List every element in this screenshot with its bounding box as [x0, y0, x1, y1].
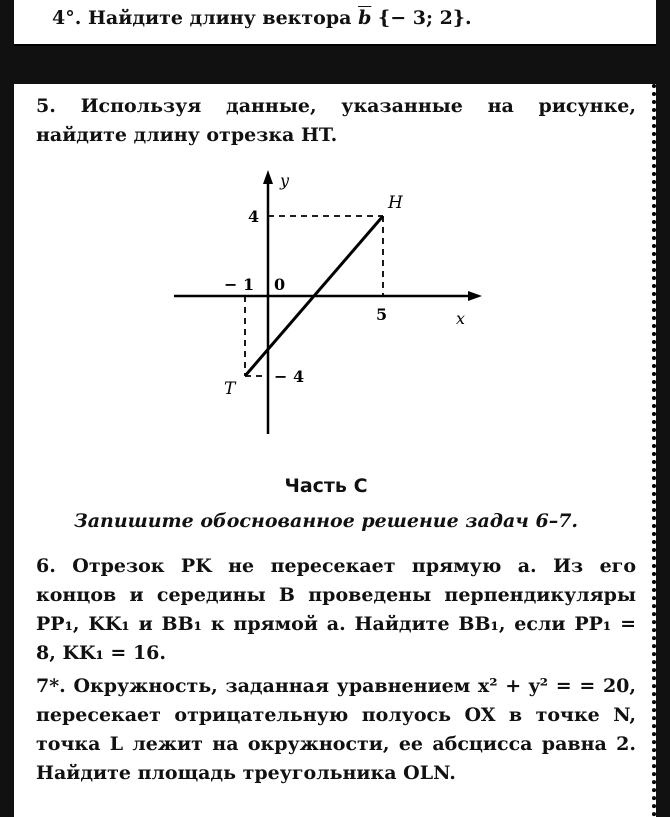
problem-4-coords: {− 3; 2}.: [371, 7, 472, 29]
tick-x-minus-1: − 1: [224, 275, 255, 294]
dotted-cut-line: [652, 84, 656, 817]
problem-7: [36, 672, 636, 788]
y-axis-arrow: [263, 170, 273, 184]
problem-6: [36, 552, 636, 668]
vector-b: $\overline{b}$: [358, 7, 372, 29]
problem-4-number: 4°.: [52, 7, 82, 29]
problem-6-text: Отрезок PK не пересекает прямую a. Из его концов и середины B проведены перпендикуляры PP₁, KK₁ и BB₁ к прямой a. Найдите BB₁, если PP₁ = 8, KK₁ = 16.: [36, 555, 636, 664]
tick-y-minus-4: − 4: [274, 367, 305, 386]
point-h-label: H: [388, 193, 403, 213]
x-axis-label: x: [456, 309, 466, 328]
textbook-page: [14, 84, 656, 817]
problem-5: [36, 92, 636, 150]
x-axis-arrow: [468, 291, 482, 301]
point-t-label: T: [224, 379, 236, 399]
tick-y-4: 4: [248, 207, 260, 226]
origin-label: 0: [274, 275, 286, 294]
problem-6-number: 6.: [36, 555, 56, 577]
tick-x-5: 5: [376, 305, 388, 324]
part-c-title: Часть С: [284, 475, 368, 497]
problem-5-text: Используя данные, указанные на рисунке, найдите длину отрезка HT.: [36, 95, 636, 146]
y-axis-label: y: [280, 171, 290, 190]
problem-7-number: 7*.: [36, 675, 66, 697]
problem-7-text: Окружность, заданная уравнением x² + y² = = 20, пересекает отрицательную полуось OX в точке N, точка L лежит на окружности, ее абсцисса равна 2. Найдите площадь треугольника OLN.: [36, 675, 637, 784]
problem-4-text: Найдите длину вектора: [87, 7, 359, 29]
previous-page-fragment: [14, 0, 656, 46]
problem-4: [52, 4, 652, 33]
coordinate-figure: [164, 164, 494, 444]
part-c-instruction: Запишите обоснованное решение задач 6–7.: [74, 510, 579, 532]
problem-5-number: 5.: [36, 95, 56, 117]
